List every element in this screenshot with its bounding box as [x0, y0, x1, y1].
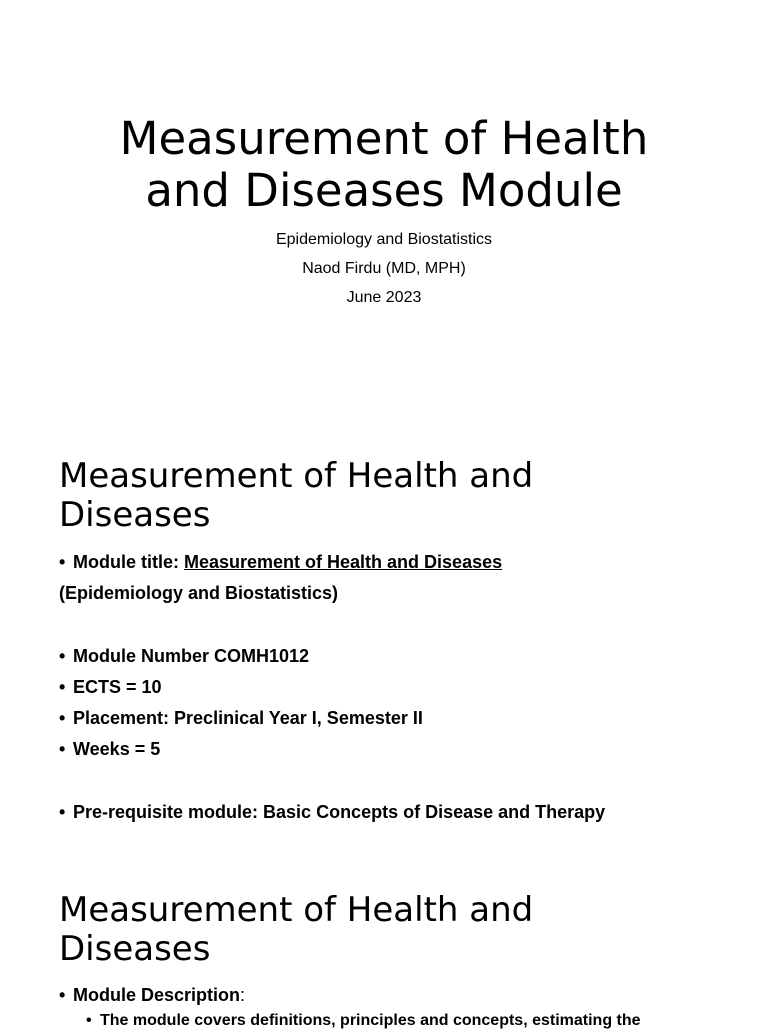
bullet-module-number [59, 644, 309, 668]
sub-bullet-description [86, 1010, 641, 1032]
bullet-module-title [59, 550, 502, 574]
title-line-2: and Diseases Module [145, 164, 623, 217]
module-title-value: Measurement of Health and Diseases [184, 552, 503, 572]
bullet-text: ECTS = 10 [73, 677, 162, 697]
sub-bullet-text: The module covers definitions, principles and concepts, estimating the [100, 1012, 641, 1029]
slide3-heading [59, 891, 533, 969]
bullet-icon: • [59, 552, 66, 572]
subtitle-course: Epidemiology and Biostatistics [275, 231, 493, 248]
bullet-icon: • [59, 646, 66, 666]
bullet-icon: • [59, 708, 66, 728]
bullet-text: Placement: Preclinical Year I, Semester II [73, 708, 423, 728]
bullet-text: Pre-requisite module: Basic Concepts of Disease and Therapy [73, 802, 606, 822]
title-slide-subtitle [0, 228, 768, 315]
bullet-icon: • [59, 985, 66, 1005]
bullet-text: Module Number COMH1012 [73, 646, 310, 666]
bullet-placement [59, 706, 423, 730]
subtitle-author: Naod Firdu (MD, MPH) [302, 260, 466, 277]
slide3-heading-line-2: Diseases [59, 929, 211, 969]
slide2-heading [59, 457, 533, 535]
description-label: Module Description [73, 985, 241, 1005]
bullet-icon: • [59, 739, 66, 759]
slide2-heading-line-2: Diseases [59, 495, 211, 535]
bullet-ects [59, 675, 162, 699]
title-slide-title [0, 113, 768, 217]
description-colon: : [240, 985, 246, 1005]
title-line-1: Measurement of Health [119, 112, 649, 165]
module-title-label: Module title: [73, 552, 184, 572]
bullet-prerequisite [59, 800, 605, 824]
slide2-heading-line-1: Measurement of Health and [59, 456, 534, 496]
bullet-text: Weeks = 5 [73, 739, 161, 759]
module-title-continuation: (Epidemiology and Biostatistics) [59, 583, 339, 603]
sub-bullet-icon: • [86, 1012, 92, 1029]
bullet-icon: • [59, 677, 66, 697]
bullet-icon: • [59, 802, 66, 822]
bullet-weeks [59, 737, 160, 761]
subtitle-date: June 2023 [346, 289, 422, 306]
bullet-module-description [59, 983, 245, 1007]
slide3-heading-line-1: Measurement of Health and [59, 890, 534, 930]
